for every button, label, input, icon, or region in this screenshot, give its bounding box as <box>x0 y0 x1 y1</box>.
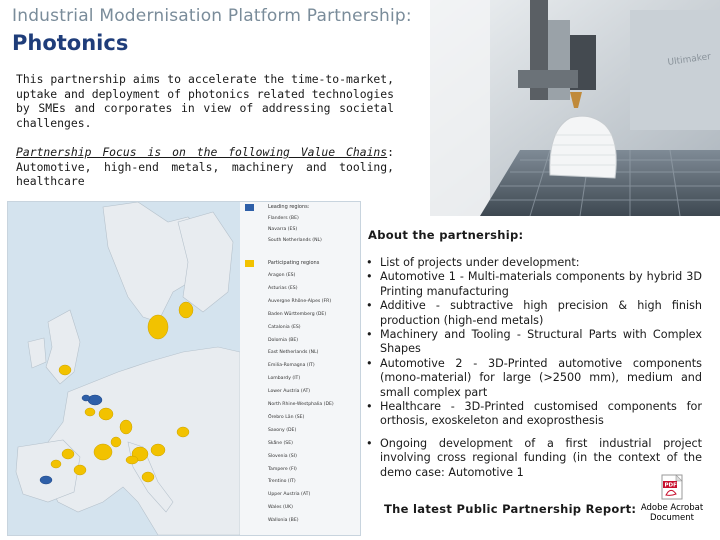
legend-item-participating: Aragon (ES) <box>268 273 296 278</box>
legend-item-leading: South Netherlands (NL) <box>268 238 322 243</box>
legend-item-participating: Baden Württemberg (DE) <box>268 311 327 317</box>
about-list <box>364 256 702 480</box>
list-item: • Automotive 2 - 3D-Printed automotive components (mono-material) for large (>2500 mm), medium and small complex part <box>364 357 702 400</box>
legend-item-participating: Trentino (IT) <box>268 479 296 485</box>
3d-printer-photo <box>430 0 720 216</box>
participating-header: Participating regions <box>268 260 320 266</box>
svg-text:Ultimaker: Ultimaker <box>667 52 712 68</box>
legend-item-participating: Wales (UK) <box>268 505 293 511</box>
legend-item-leading: Navarra (ES) <box>268 227 298 232</box>
legend-item-participating: Örebro Län (SE) <box>268 414 305 420</box>
partnership-regions-map <box>7 201 361 536</box>
legend-item-participating: East Netherlands (NL) <box>268 350 319 356</box>
legend-item-participating: Saxony (DE) <box>268 427 297 433</box>
legend-item-participating: Slovenia (SI) <box>268 453 297 459</box>
legend-item-participating: North Rhine-Westphalia (DE) <box>268 402 334 407</box>
pdf-caption: Adobe Acrobat Document <box>640 503 704 523</box>
legend-item-participating: Skåne (SE) <box>268 440 293 446</box>
list-item: • Machinery and Tooling - Structural Parts with Complex Shapes <box>364 328 702 357</box>
about-heading: About the partnership: <box>368 228 524 242</box>
legend-item-participating: Asturias (ES) <box>268 285 298 291</box>
value-chain-focus <box>16 145 394 189</box>
legend-item-participating: Auvergne Rhône-Alpes (FR) <box>268 298 332 304</box>
page-subtitle: Photonics <box>12 31 129 55</box>
leading-swatch <box>245 204 254 211</box>
list-item: • Ongoing development of a first industrial project involving cross regional funding (in the context of the demo case: Automotive 1 <box>364 437 702 480</box>
list-item: • Additive - subtractive high precision & high finish production (high-end metals) <box>364 299 702 328</box>
leading-header: Leading regions: <box>268 204 310 210</box>
legend-item-participating: Lower Austria (AT) <box>268 389 311 395</box>
focus-label: Partnership Focus is on the following Value Chains <box>16 145 388 159</box>
participating-swatch <box>245 260 254 267</box>
legend-item-participating: Dolomia (BE) <box>268 337 299 343</box>
list-item: • Automotive 1 - Multi-materials components by hybrid 3D Printing manufacturing <box>364 270 702 299</box>
legend-item-participating: Lombardy (IT) <box>268 376 301 382</box>
legend-item-leading: Flanders (BE) <box>268 216 299 221</box>
pdf-icon <box>662 475 682 499</box>
page-title: Industrial Modernisation Platform Partnership: <box>12 6 412 26</box>
legend-item-participating: Tampere (FI) <box>268 466 297 472</box>
legend-item-participating: Emilia-Romagna (IT) <box>268 363 315 369</box>
focus-colon: : <box>387 145 394 159</box>
svg-text:PDF: PDF <box>664 482 677 489</box>
report-attachment[interactable] <box>636 472 708 528</box>
focus-text: Automotive, high-end metals, machinery and tooling, healthcare <box>16 159 394 189</box>
legend-item-participating: Catalonia (ES) <box>268 324 301 330</box>
list-item: • Healthcare - 3D-Printed customised components for orthosis, exoskeleton and exoprosthesis <box>364 400 702 429</box>
list-item: • List of projects under development: <box>364 256 702 270</box>
map-legend <box>240 202 360 535</box>
legend-item-participating: Upper Austria (AT) <box>268 492 311 498</box>
intro-text: This partnership aims to accelerate the time-to-market, uptake and deployment of photonics related technologies by SMEs and corporates in view of addressing societal challenges. <box>16 72 394 130</box>
report-label: The latest Public Partnership Report: <box>384 502 637 516</box>
legend-item-participating: Wallonia (BE) <box>268 518 299 524</box>
